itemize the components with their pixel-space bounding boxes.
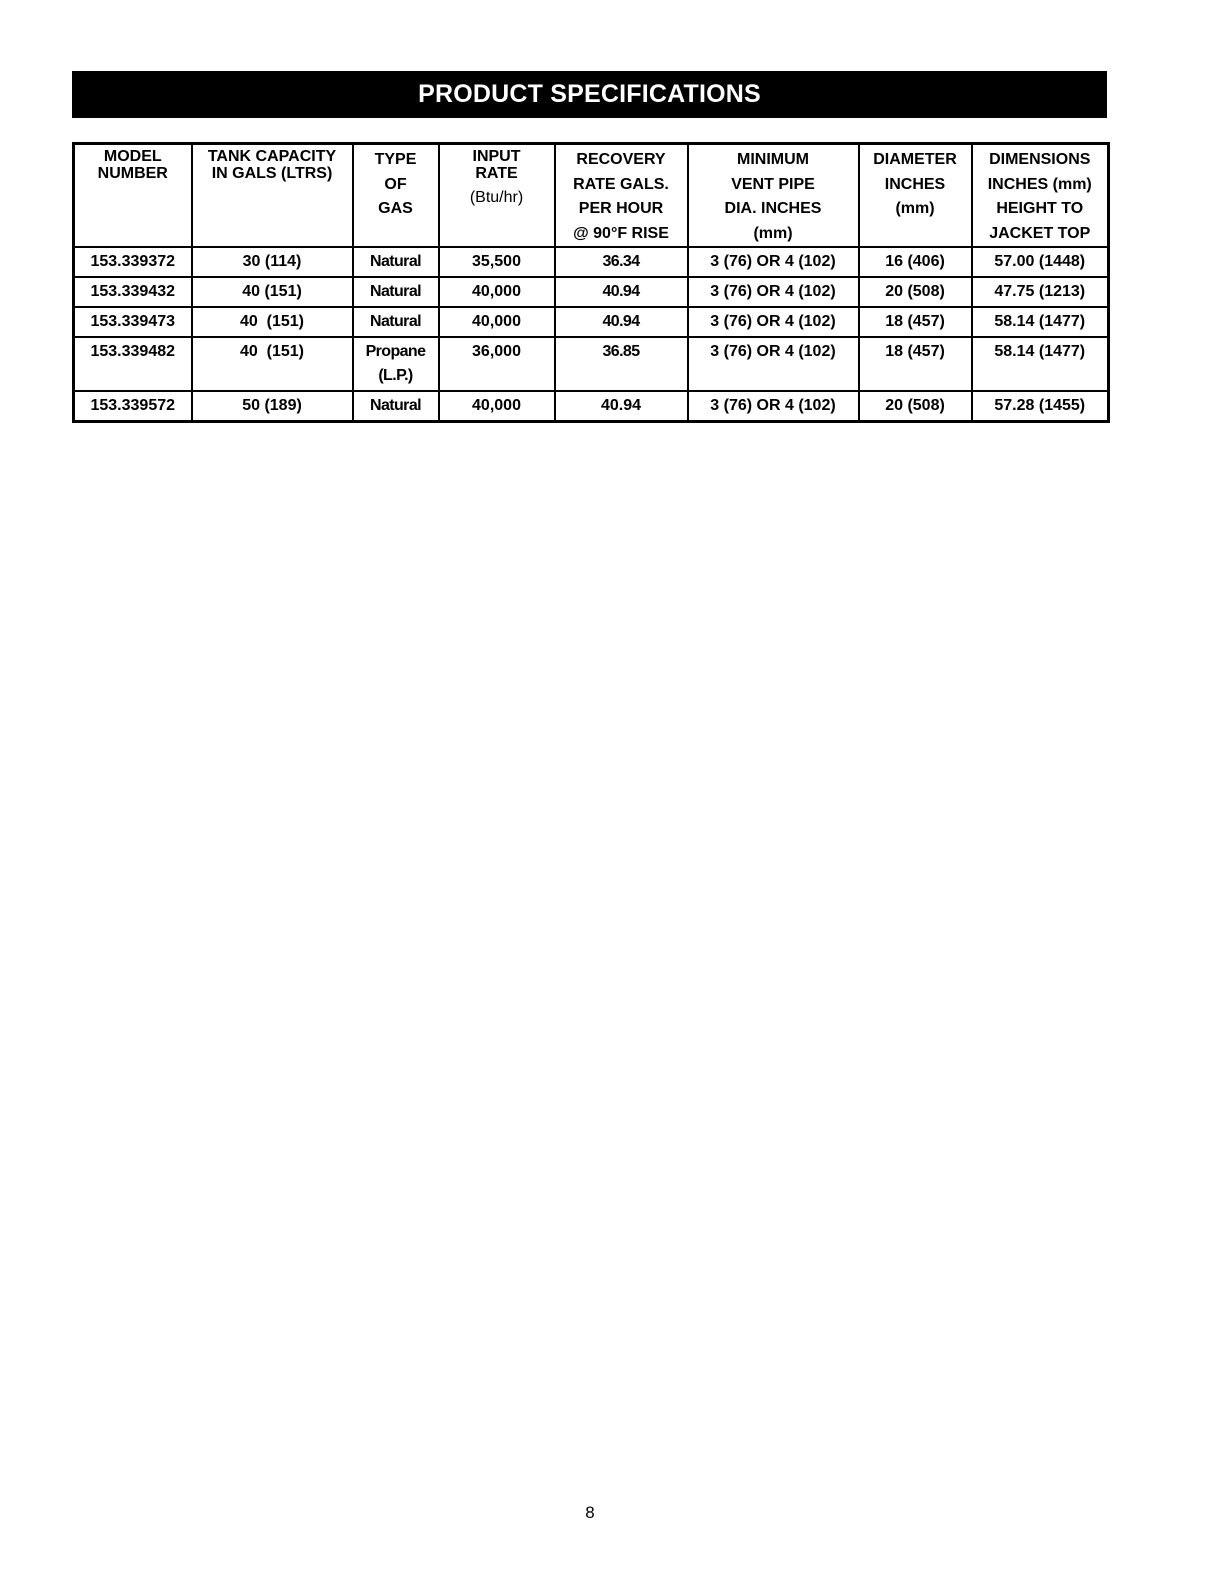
- cell-type-of-gas: Natural: [353, 307, 439, 337]
- page-number: 8: [585, 1503, 595, 1522]
- cell-diameter: 20 (508): [859, 277, 972, 307]
- header-line: VENT PIPE: [731, 175, 815, 193]
- header-line: (Btu/hr): [469, 189, 524, 206]
- cell-recovery-rate: 36.85: [555, 337, 688, 391]
- cell-type-of-gas: Natural: [353, 247, 439, 277]
- table-row: [74, 307, 1109, 337]
- header-line: MODEL: [103, 148, 162, 165]
- header-line: NUMBER: [97, 165, 168, 182]
- table-header-row: [74, 144, 1109, 248]
- cell-type-of-gas: [353, 337, 439, 391]
- header-line: (mm): [895, 200, 935, 217]
- gas-type-line: Propane: [365, 343, 426, 360]
- cell-tank-capacity: 40 (151): [192, 307, 353, 337]
- cell-input-rate: 35,500: [439, 247, 555, 277]
- header-line: TYPE: [374, 151, 417, 168]
- table-row: [74, 247, 1109, 277]
- header-line: DIMENSIONS: [989, 151, 1091, 168]
- cell-vent-pipe: 3 (76) OR 4 (102): [688, 391, 859, 422]
- header-line: RATE: [475, 165, 518, 182]
- header-line: RATE GALS.: [573, 175, 669, 193]
- header-line: INCHES: [884, 175, 946, 193]
- header-line: IN GALS (LTRS): [211, 165, 333, 182]
- cell-vent-pipe: 3 (76) OR 4 (102): [688, 247, 859, 277]
- cell-model-number: 153.339372: [74, 247, 192, 277]
- header-line: MINIMUM: [737, 151, 809, 168]
- cell-tank-capacity: 40 (151): [192, 337, 353, 391]
- cell-dimensions: 58.14 (1477): [972, 307, 1109, 337]
- header-dimensions: [972, 144, 1109, 248]
- cell-input-rate: 40,000: [439, 391, 555, 422]
- header-line: HEIGHT TO: [996, 200, 1084, 217]
- header-line: DIA. INCHES: [724, 200, 822, 217]
- cell-tank-capacity: 30 (114): [192, 247, 353, 277]
- cell-recovery-rate: 40.94: [555, 391, 688, 422]
- header-tank-capacity: [192, 144, 353, 248]
- cell-model-number: 153.339473: [74, 307, 192, 337]
- cell-diameter: 18 (457): [859, 307, 972, 337]
- table-row: [74, 337, 1109, 391]
- table-row: [74, 277, 1109, 307]
- page-title: PRODUCT SPECIFICATIONS: [72, 71, 1107, 118]
- header-line: INCHES (mm): [987, 175, 1092, 193]
- cell-type-of-gas: Natural: [353, 277, 439, 307]
- header-line: JACKET TOP: [989, 224, 1091, 242]
- cell-vent-pipe: 3 (76) OR 4 (102): [688, 307, 859, 337]
- header-line: INPUT: [472, 148, 521, 165]
- gas-type-line: (L.P.): [378, 367, 413, 384]
- header-minimum-vent-pipe: [688, 144, 859, 248]
- cell-diameter: 18 (457): [859, 337, 972, 391]
- cell-vent-pipe: 3 (76) OR 4 (102): [688, 277, 859, 307]
- header-model-number: [74, 144, 192, 248]
- header-line: OF: [384, 175, 407, 193]
- cell-dimensions: 57.00 (1448): [972, 247, 1109, 277]
- cell-diameter: 16 (406): [859, 247, 972, 277]
- cell-dimensions: 57.28 (1455): [972, 391, 1109, 422]
- header-recovery-rate: [555, 144, 688, 248]
- cell-vent-pipe: 3 (76) OR 4 (102): [688, 337, 859, 391]
- cell-input-rate: 40,000: [439, 307, 555, 337]
- cell-type-of-gas: Natural: [353, 391, 439, 422]
- table-row: [74, 391, 1109, 422]
- cell-tank-capacity: 40 (151): [192, 277, 353, 307]
- header-line: PER HOUR: [578, 200, 664, 217]
- header-line: @ 90°F RISE: [573, 224, 669, 242]
- header-line: DIAMETER: [873, 151, 957, 168]
- cell-model-number: 153.339572: [74, 391, 192, 422]
- product-specifications-table: [72, 142, 1110, 423]
- cell-recovery-rate: 40.94: [555, 307, 688, 337]
- cell-model-number: 153.339482: [74, 337, 192, 391]
- cell-diameter: 20 (508): [859, 391, 972, 422]
- header-diameter: [859, 144, 972, 248]
- cell-model-number: 153.339432: [74, 277, 192, 307]
- cell-recovery-rate: 36.34: [555, 247, 688, 277]
- header-line: GAS: [378, 200, 413, 217]
- header-line: (mm): [753, 224, 793, 242]
- cell-input-rate: 36,000: [439, 337, 555, 391]
- cell-dimensions: 47.75 (1213): [972, 277, 1109, 307]
- cell-recovery-rate: 40.94: [555, 277, 688, 307]
- header-line: RECOVERY: [576, 151, 666, 168]
- header-type-of-gas: [353, 144, 439, 248]
- header-input-rate: [439, 144, 555, 248]
- cell-input-rate: 40,000: [439, 277, 555, 307]
- cell-tank-capacity: 50 (189): [192, 391, 353, 422]
- cell-dimensions: 58.14 (1477): [972, 337, 1109, 391]
- header-line: TANK CAPACITY: [207, 148, 337, 165]
